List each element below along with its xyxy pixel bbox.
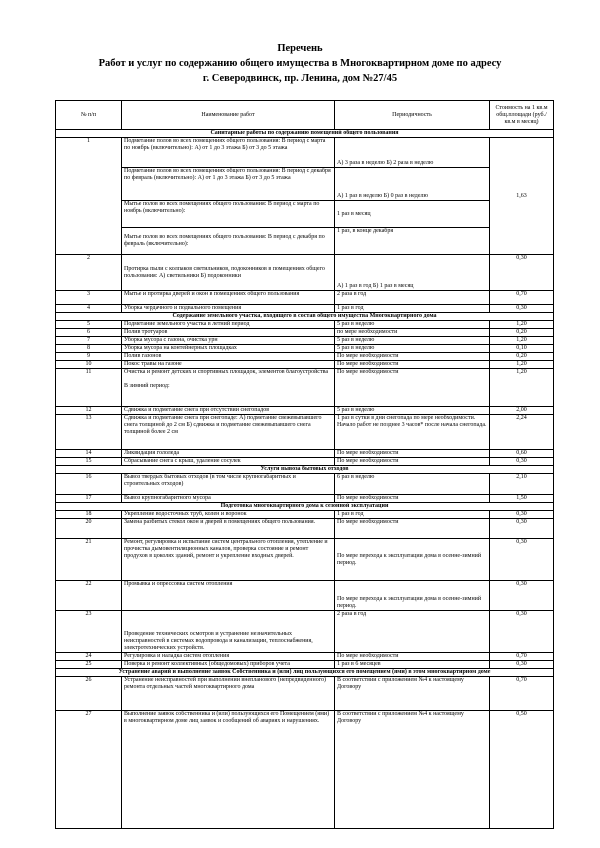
table-header-row [56,101,554,130]
period-cell: По мере перехода к эксплуатации дома в осенне-зимний период. [335,581,490,611]
table-row [56,361,554,369]
table-row [56,138,554,168]
period-cell: 2 раза в год [335,611,490,653]
work-cell: Сбрасывание снега с крыш, удаление сосулек [122,458,335,466]
row-number: 9 [56,353,122,361]
table-row [56,474,554,495]
period-cell: По мере перехода к эксплуатации дома в осенне-зимний период. [335,539,490,581]
work-cell: Промывка и опрессовка систем отопления [122,581,335,611]
table-row [56,415,554,450]
work-cell: Покос травы на газоне [122,361,335,369]
works-table [55,100,554,829]
cost-cell: 2,24 [490,415,554,450]
section-title: Содержание земельного участка, входящего в состав общего имущества Многоквартирного дома [56,313,554,321]
period-cell: 1 раз в месяц [335,201,490,228]
row-number: 12 [56,407,122,415]
section-row [56,313,554,321]
table-row [56,539,554,581]
period-cell: 1 раз, в конце декабря [335,228,490,255]
cost-cell: 0,30 [490,581,554,611]
table-row [56,677,554,711]
work-cell: Сдвижка и подметание снега при отсутствии снегопадов [122,407,335,415]
cost-cell: 0,30 [490,458,554,466]
row-number: 22 [56,581,122,611]
work-cell: Подметание полов во всех помещениях общего пользования: В период с декабря по февраль (включительно): А) от 1 до 3 этажа Б) от 3 до 5 этажа [122,168,335,201]
cost-cell: 0,30 [490,661,554,669]
section-row [56,669,554,677]
table-row [56,353,554,361]
row-number: 21 [56,539,122,581]
period-cell: В соответствии с приложением №4 к настоящему Договору [335,677,490,711]
cost-cell: 1,20 [490,369,554,407]
period-cell: 5 раз в неделю [335,321,490,329]
work-cell: Мытье полов во всех помещениях общего пользования: В период с декабря по февраль (включительно): [122,228,335,255]
table-row [56,511,554,519]
row-number: 8 [56,345,122,353]
work-cell: Уборка мусора на контейнерных площадках [122,345,335,353]
work-cell: Вывоз твердых бытовых отходов (в том числе крупногабаритных и строительных отходов) [122,474,335,495]
cost-cell: 0,20 [490,353,554,361]
period-cell: По мере необходимости [335,361,490,369]
work-cell: Выполнение заявок собственника и (или) пользующихся его Помещением (ями) в многоквартирном доме лиц заявок и сообщений об авариях и нарушениях. [122,711,335,829]
work-cell: Устранение неисправностей при выполнении внепланового (непредвиденного) ремонта отдельных частей многоквартирного дома [122,677,335,711]
cost-cell: 2,10 [490,474,554,495]
period-cell: 5 раз в неделю [335,345,490,353]
work-cell: Проведение технических осмотров и устранение незначительных неисправностей в системах водопровода и канализации, теплоснабжения, электротехнических устройств. [122,611,335,653]
section-title: Подготовка многоквартирного дома к сезонной эксплуатации [56,503,554,511]
cost-cell: 1,20 [490,361,554,369]
period-cell: А) 1 раз в неделю Б) 0 раз в неделю [335,168,490,201]
work-text: Очистка и ремонт детских и спортивных площадок, элементов благоустройства [124,369,328,375]
period-cell: по мере необходимости [335,329,490,337]
cost-cell: 0,30 [490,519,554,539]
work-cell: Полив газонов [122,353,335,361]
work-cell: Уборка чердачного и подвального помещения [122,305,335,313]
cost-cell: 0,30 [490,511,554,519]
row-number: 25 [56,661,122,669]
document-title: Перечень [277,43,323,54]
column-header-cost: Стоимость на 1 кв.м общ.площади (руб./кв.м в месяц) [490,101,554,130]
document-address: г. Северодвинск, пр. Ленина, дом №27/45 [202,73,398,84]
table-row [56,228,554,255]
period-cell: По мере необходимости [335,495,490,503]
row-number: 1 [56,138,122,255]
period-cell: По мере необходимости [335,353,490,361]
work-cell: Мытье и протирка дверей и окон в помещениях общего пользования [122,291,335,305]
table-row [56,321,554,329]
table-row [56,337,554,345]
work-cell: Полив тротуаров [122,329,335,337]
cost-cell: 0,30 [490,255,554,291]
cost-cell: 1,20 [490,321,554,329]
period-cell: 6 раз в неделю [335,474,490,495]
period-cell: 1 раз в год [335,305,490,313]
table-row [56,581,554,611]
table-row [56,450,554,458]
row-number: 5 [56,321,122,329]
table-row [56,305,554,313]
period-cell: 2 раза в год [335,291,490,305]
table-row [56,345,554,353]
section-row [56,466,554,474]
row-number: 17 [56,495,122,503]
cost-cell: 0,10 [490,345,554,353]
work-cell: Протирка пыли с колпаков светильников, подоконников в помещениях общего пользования: А) светильники Б) подоконники [122,255,335,291]
period-cell: 1 раз в 6 месяцев [335,661,490,669]
work-cell: Замена разбитых стекол окон и дверей в помещениях общего пользования. [122,519,335,539]
period-cell: По мере необходимости [335,458,490,466]
table-row [56,495,554,503]
row-number: 26 [56,677,122,711]
cost-cell: 0,30 [490,539,554,581]
cost-cell: 0,30 [490,611,554,653]
work-cell: Мытье полов во всех помещениях общего пользования: В период с марта по ноябрь (включительно): [122,201,335,228]
period-cell: По мере необходимости [335,653,490,661]
row-number: 11 [56,369,122,407]
cost-cell: 0,70 [490,653,554,661]
period-cell: В соответствии с приложением №4 к настоящему Договору [335,711,490,829]
column-header-period: Периодичность [335,101,490,130]
cost-cell: 0,20 [490,329,554,337]
table-row [56,255,554,291]
table-row [56,611,554,653]
period-cell: По мере необходимости [335,450,490,458]
cost-cell: 0,50 [490,711,554,829]
row-number: 24 [56,653,122,661]
table-row [56,519,554,539]
cost-cell: 1,50 [490,495,554,503]
row-number: 4 [56,305,122,313]
period-cell: 1 раз в сутки в дни снегопада по мере необходимости. Начало работ не позднее 3 часов* после начала снегопада. [335,415,490,450]
table-row [56,653,554,661]
table-row [56,329,554,337]
period-cell: А) 1 раз в год Б) 1 раз в месяц [335,255,490,291]
period-cell: По мере необходимости [335,369,490,407]
winter-period-label: В зимний период: [124,383,170,389]
table-row [56,168,554,201]
section-row [56,503,554,511]
row-number: 20 [56,519,122,539]
cost-cell: 1,20 [490,337,554,345]
section-title: Устранение аварий и выполнение заявок Собственника и (или) лиц пользующихся его помещением (ями) в этом многоквартирном доме [56,669,554,677]
cost-cell: 0,70 [490,291,554,305]
row-number: 16 [56,474,122,495]
table-row [56,369,554,407]
period-cell: 5 раз в неделю [335,407,490,415]
row-number: 7 [56,337,122,345]
cost-cell: 1,63 [490,138,554,255]
row-number: 13 [56,415,122,450]
section-title: Услуги вывоза бытовых отходов [56,466,554,474]
row-number: 23 [56,611,122,653]
cost-cell: 0,30 [490,305,554,313]
work-cell: Сдвижка и подметание снега при снегопаде: А) подметание свежевыпавшего снега толщиной до 2 см Б) сдвижка и подметание свежевыпавшего снега толщиной более 2 см [122,415,335,450]
work-cell: Подметание земельного участка в летний период [122,321,335,329]
work-cell [122,369,335,407]
row-number: 3 [56,291,122,305]
table-row [56,711,554,829]
work-cell: Уборка мусора с газона, очистка урн [122,337,335,345]
period-cell: А) 3 раза в неделю Б) 2 раза в неделю [335,138,490,168]
section-title: Санитарные работы по содержанию помещений общего пользования [56,130,554,138]
row-number: 10 [56,361,122,369]
work-cell: Вывоз крупногабаритного мусора [122,495,335,503]
table-row [56,458,554,466]
document-subtitle: Работ и услуг по содержанию общего имущества в Многоквартирном доме по адресу [98,58,502,69]
table-row [56,291,554,305]
table-row [56,201,554,228]
row-number: 14 [56,450,122,458]
section-row [56,130,554,138]
period-cell: 5 раз в неделю [335,337,490,345]
cost-cell: 0,60 [490,450,554,458]
work-cell: Регулировка и наладка систем отопления [122,653,335,661]
work-cell: Ремонт, регулировка и испытание систем центрального отопления, утепление и прочистка дымовентиляционных каналов, проверка состояние и ремонт продухов в цоколях зданий, ремонт и укрепление входных дверей. [122,539,335,581]
period-cell: По мере необходимости [335,519,490,539]
row-number: 18 [56,511,122,519]
table-row [56,407,554,415]
work-cell: Укрепление водосточных труб, колен и воронок [122,511,335,519]
work-cell: Подметание полов во всех помещениях общего пользования: В период с марта по ноябрь (включительно): А) от 1 до 3 этажа Б) от 3 до 5 этажа [122,138,335,168]
cost-cell: 2,00 [490,407,554,415]
work-cell: Ликвидация гололеда [122,450,335,458]
row-number: 6 [56,329,122,337]
row-number: 2 [56,255,122,291]
table-row [56,661,554,669]
work-cell: Поверка и ремонт коллективных (общедомовых) приборов учета [122,661,335,669]
column-header-num: № п/п [56,101,122,130]
row-number: 15 [56,458,122,466]
cost-cell: 0,70 [490,677,554,711]
column-header-work: Наименование работ [122,101,335,130]
period-cell: 1 раз в год [335,511,490,519]
row-number: 27 [56,711,122,829]
